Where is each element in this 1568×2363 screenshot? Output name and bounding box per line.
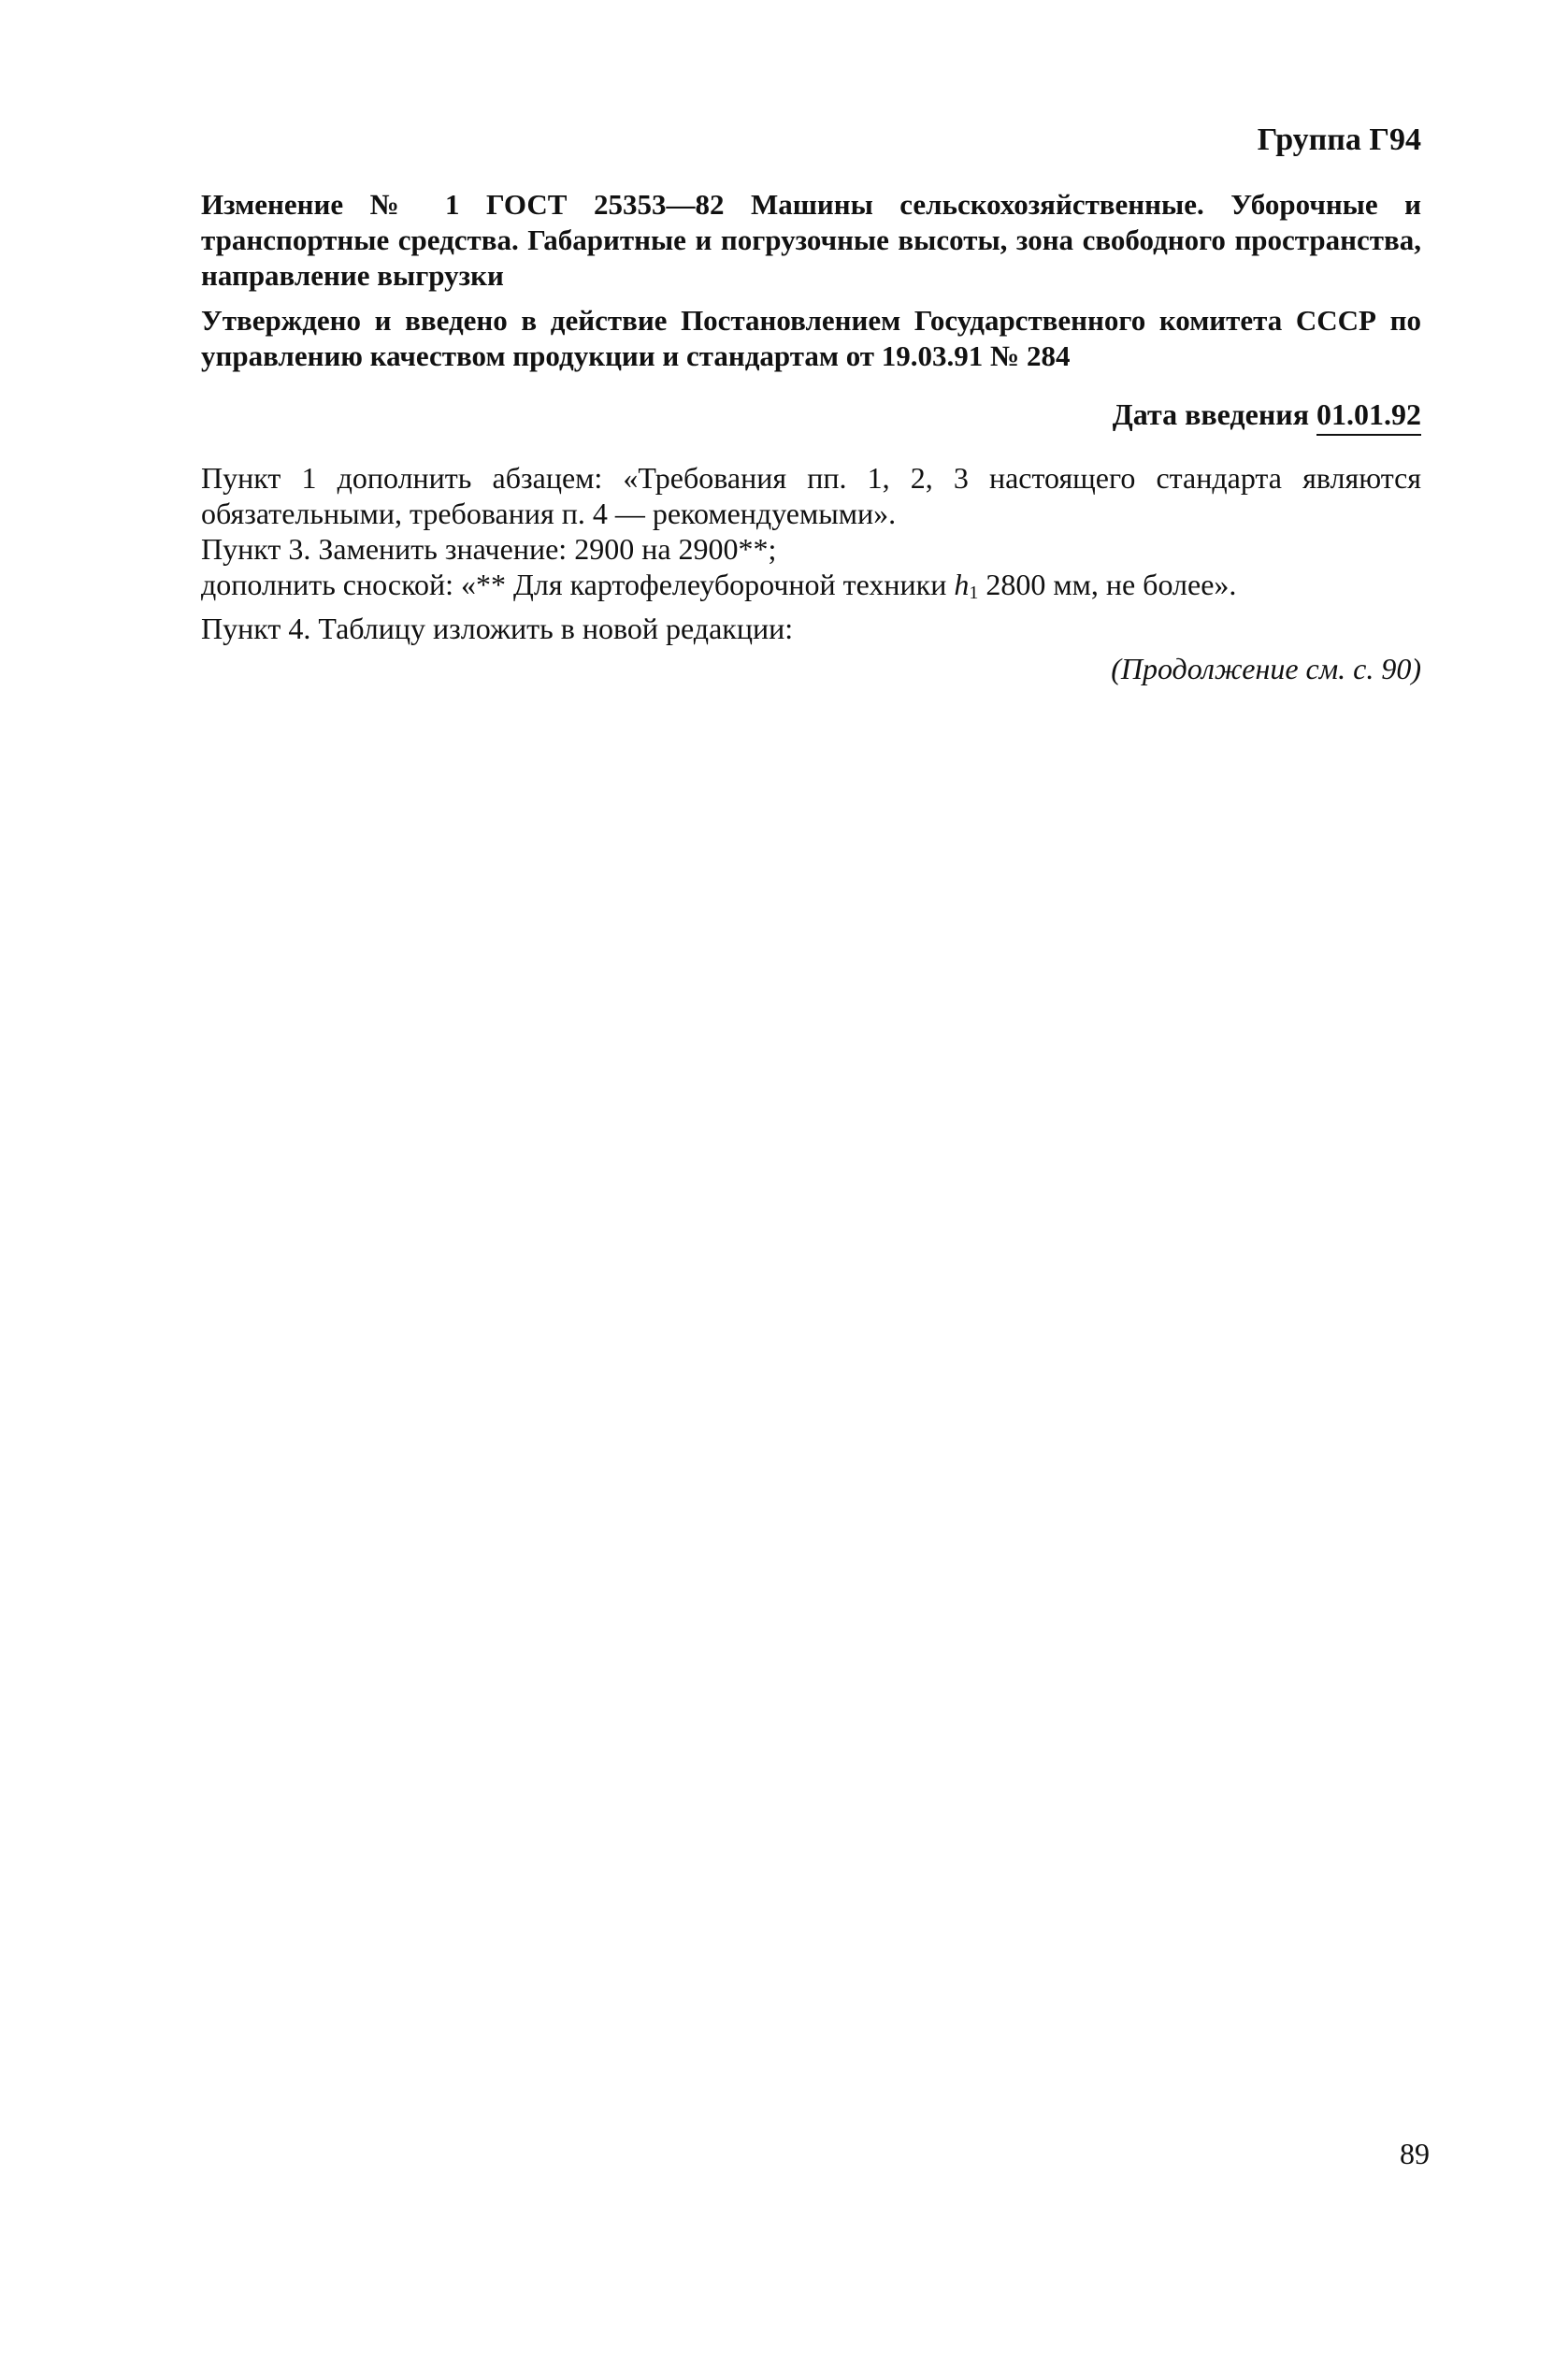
item-3-text <box>201 531 1421 567</box>
footnote-suffix: 2800 мм, не более». <box>985 568 1237 601</box>
item-1-text <box>201 460 1421 531</box>
continuation-note: (Продолжение см. с. 90) <box>1111 652 1421 685</box>
document-page <box>201 122 1421 687</box>
item-4-content: Пункт 4. Таблицу изложить в новой редакции: <box>201 612 794 645</box>
introduction-date-value: 01.01.92 <box>1316 396 1421 436</box>
height-symbol: h <box>954 568 970 601</box>
amendment-title: Изменение № 1 ГОСТ 25353—82 Машины сельскохозяйственные. Уборочные и транспортные средства. Габаритные и погрузочные высоты, зона свободного пространства, направление выгрузки <box>201 188 1421 292</box>
footnote-text <box>201 567 1421 611</box>
item-1-content: Пункт 1 дополнить абзацем: «Требования пп. 1, 2, 3 настоящего стандарта являются обязательными, требования п. 4 — рекомендуемыми». <box>201 461 1421 530</box>
page-number: 89 <box>1400 2137 1430 2170</box>
approval-statement: Утверждено и введено в действие Постановлением Государственного комитета СССР по управлению качеством продукции и стандартам от 19.03.91 № 284 <box>201 304 1421 372</box>
amendment-body <box>201 460 1421 646</box>
item-4-text <box>201 611 1421 646</box>
item-3-content: Пункт 3. Заменить значение: 2900 на 2900**; <box>201 532 777 566</box>
introduction-date <box>201 396 1421 436</box>
footnote-prefix: дополнить сноской: «** Для картофелеуборочной техники <box>201 568 947 601</box>
height-subscript: 1 <box>969 583 979 603</box>
introduction-date-label: Дата введения <box>1112 397 1309 431</box>
group-code: Группа Г94 <box>1257 122 1421 157</box>
